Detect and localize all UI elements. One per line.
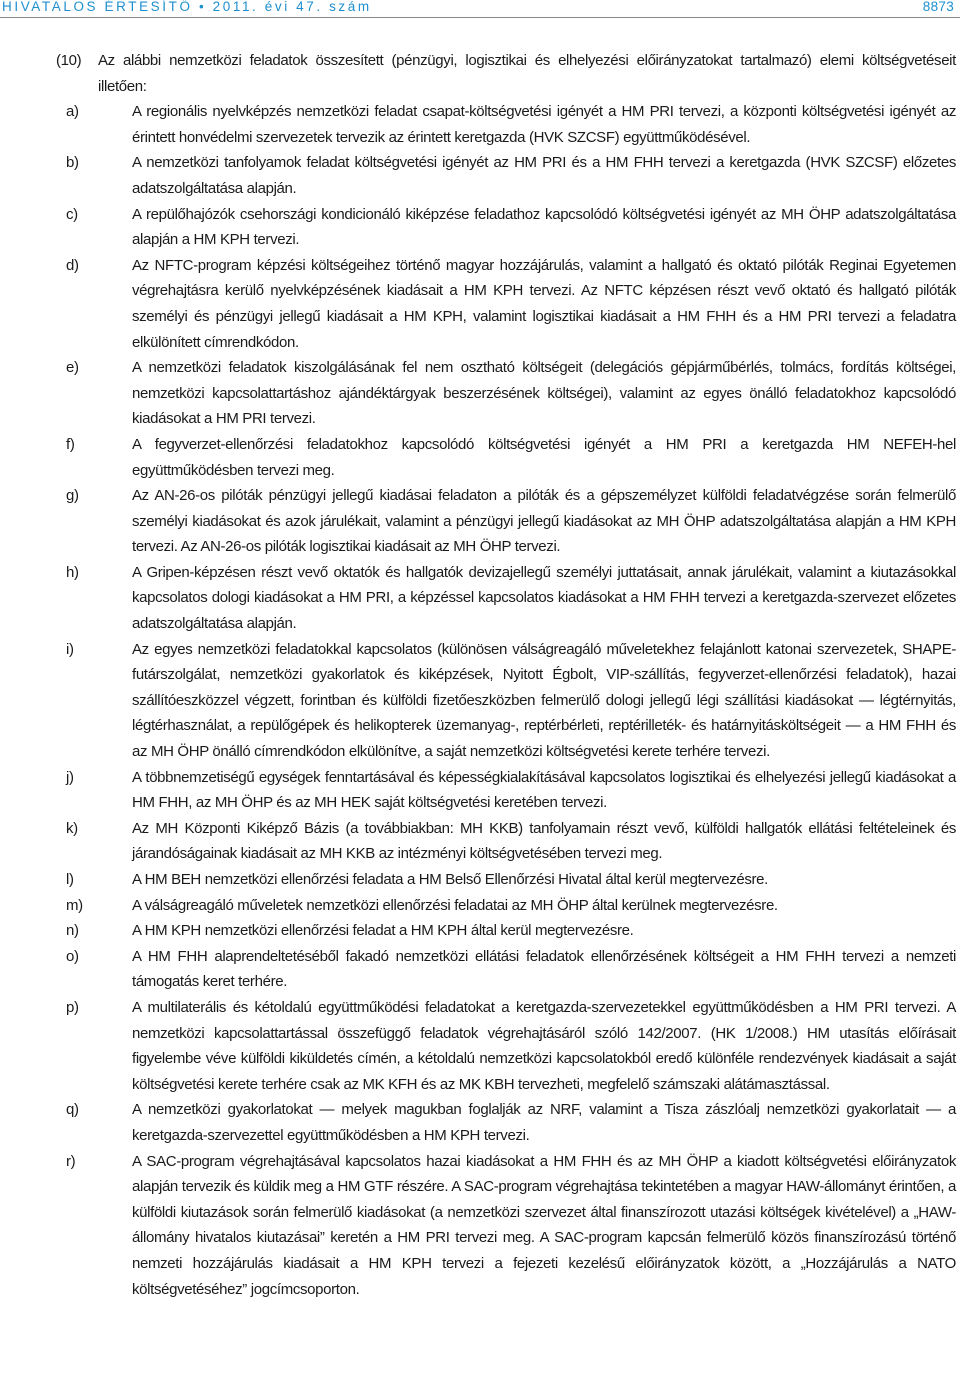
issue-label: • 2011. évi 47. szám — [198, 0, 372, 14]
list-item — [66, 867, 956, 893]
list-item — [66, 560, 956, 637]
item-text: A SAC-program végrehajtásával kapcsolatos hazai kiadásokat a HM FHH és az MH ÖHP a kiadott költségvetési előirányzatok alapján tervezik és küldik meg a HM GTF részére. A SAC-program végrehajtása tekintetében a magyar HAW-állományt érintően, a külföldi kiutazások során felmerülő kiadásokat (a nemzetközi szervezet által finanszírozott utazási költségek kivételével) a „HAW-állomány hivatalos kiutazásai” keretén a HM PRI tervezi meg. A SAC-program kapcsán felmerülő közös finanszírozású történő nemzeti hozzájárulás kiadásait a HM KPH tervezi a fejezeti kezelésű előirányzatok között, a „Hozzájárulás a NATO költségvetéséhez” jogcímcsoporton. — [132, 1152, 956, 1298]
item-label: m) — [66, 896, 83, 914]
list-item — [66, 483, 956, 560]
item-text: A nemzetközi tanfolyamok feladat költségvetési igényét az HM PRI és a HM FHH tervezi a keretgazda (HVK SZCSF) előzetes adatszolgáltatása alapján. — [132, 154, 956, 197]
list-item — [66, 765, 956, 816]
item-text: A repülőhajózók csehországi kondicionáló kiképzése feladathoz kapcsolódó költségvetési igényét az MH ÖHP adatszolgáltatása alapján a HM KPH tervezi. — [132, 205, 956, 249]
item-list — [56, 99, 956, 1302]
item-text: A fegyverzet-ellenőrzési feladatokhoz kapcsolódó költségvetési igényét a HM PRI a keretgazda HM NEFEH-hel együttműködésben tervezi meg. — [132, 435, 956, 479]
list-item — [66, 637, 956, 765]
item-label: n) — [66, 922, 79, 940]
publication-name: HIVATALOS ÉRTESÍTŐ — [2, 0, 193, 14]
item-label: e) — [66, 359, 79, 377]
item-text: A HM FHH alaprendeltetéséből fakadó nemzetközi ellátási feladatok ellenőrzésének költségeit a HM FHH tervezi a nemzeti támogatás keret terhére. — [132, 947, 956, 991]
item-label: o) — [66, 947, 79, 965]
item-text: A multilaterális és kétoldalú együttműködési feladatokat a keretgazda-szervezetekkel együttműködésben a HM PRI tervezi. A nemzetközi kapcsolattartással összefüggő feladatok végrehajtásáról szóló 142/2007. (HK 1/2008.) HM utasítás előírásait figyelembe véve külföldi kiküldetés címén, a kétoldalú nemzetközi kapcsolatokból eredő különféle rendezvények kiadásait a saját költségvetési kerete terhére csak az MK KFH és az MK KBH tervezheti, megfelelő számszaki alátámasztással. — [132, 998, 956, 1093]
item-label: a) — [66, 103, 79, 121]
item-label: q) — [66, 1101, 79, 1119]
item-text: A regionális nyelvképzés nemzetközi feladat csapat-költségvetési igényét a HM PRI tervezi, a központi költségvetési igényét az érintett honvédelmi szervezetek tervezik az érintett keretgazda (HVK SZCSF) együttműködésével. — [132, 103, 956, 146]
item-label: i) — [66, 640, 74, 658]
item-label: c) — [66, 205, 78, 223]
item-label: j) — [66, 768, 74, 786]
list-item — [66, 355, 956, 432]
page-header — [0, 0, 960, 18]
list-item — [66, 995, 956, 1097]
item-text: Az NFTC-program képzési költségeihez történő magyar hozzájárulás, valamint a hallgató és oktató pilóták Reginai Egyetemen végrehajtásra kerülő nyelvképzésének kiadásait a HM KPH tervezi. Az NFTC képzésen részt vevő oktató és hallgató pilóták személyi és pénzügyi jellegű kiadásait a HM KPH, valamint logisztikai kiadásait a HM FHH és a HM PRI tervezi a feladatra elkülönített címrendkódon. — [132, 256, 956, 351]
item-text: Az egyes nemzetközi feladatokkal kapcsolatos (különösen válságreagáló műveletekhez felajánlott katonai szervezetek, SHAPE-futárszolgálat, nemzetközi gyakorlatok és kiképzések, Nyitott Égbolt, VIP-szállítás, fegyverzet-ellenőrzési feladatok), hazai szállítóeszközzel végzett, forintban és külföldi fizetőeszközben felmerülő dologi jellegű légi szállítási kiadásokat — légtérnyitás, légtérhasználat, a repülőgépek és helikopterek üzemanyag-, reptérbérleti, reptérilleték- és határnyitásköltségeit — a HM FHH és az MH ÖHP önálló címrendkódon elkülönítve, a saját nemzetközi költségvetési kerete terhére tervezi. — [132, 640, 956, 761]
item-text: A HM KPH nemzetközi ellenőrzési feladat a HM KPH által kerül megtervezésre. — [132, 922, 634, 940]
item-label: l) — [66, 871, 74, 888]
item-label: b) — [66, 154, 79, 172]
list-item — [66, 1097, 956, 1148]
list-item — [66, 150, 956, 201]
document-body — [56, 48, 956, 1302]
section-intro-text: Az alábbi nemzetközi feladatok összesített (pénzügyi, logisztikai és elhelyezési előirányzatokat tartalmazó) elemi költségvetéseit illetően: — [98, 52, 956, 95]
item-label: d) — [66, 256, 79, 274]
list-item — [66, 432, 956, 483]
list-item — [66, 893, 956, 919]
item-text: A többnemzetiségű egységek fenntartásával és képességkialakításával kapcsolatos logisztikai és elhelyezési jellegű kiadásokat a HM FHH, az MH ÖHP és az MH HEK saját költségvetési keretében tervezi. — [132, 768, 956, 812]
item-label: r) — [66, 1152, 76, 1170]
item-text: A Gripen-képzésen részt vevő oktatók és hallgatók devizajellegű személyi juttatásait, annak járulékait, valamint a kiutazásokkal kapcsolatos dologi kiadásokat a HM PRI, a képzéssel kapcsolatos kiadásokat a HM FHH tervezi a keretgazda-szervezet előzetes adatszolgáltatása alapján. — [132, 563, 956, 633]
page-number: 8873 — [922, 0, 954, 14]
section-number: (10) — [56, 52, 82, 69]
item-label: h) — [66, 563, 79, 581]
item-text: A nemzetközi feladatok kiszolgálásának fel nem osztható költségeit (delegációs gépjárműbérlés, tolmács, fordítás költségei, nemzetközi kapcsolattartáshoz ajándéktárgyak beszerzésének költségei), valamint az egyes önálló feladatokhoz kapcsolódó kiadásokat a HM PRI tervezi. — [132, 359, 956, 428]
item-text: A HM BEH nemzetközi ellenőrzési feladata a HM Belső Ellenőrzési Hivatal által kerül megtervezésre. — [132, 871, 768, 888]
list-item — [66, 99, 956, 150]
publication-title — [2, 0, 372, 14]
section-intro — [56, 48, 956, 99]
item-label: f) — [66, 435, 75, 453]
list-item — [66, 1149, 956, 1303]
list-item — [66, 944, 956, 995]
item-text: Az AN-26-os pilóták pénzügyi jellegű kiadásai feladaton a pilóták és a gépszemélyzet külföldi feladatvégzése során felmerülő személyi kiadásokat és azok járulékait, valamint a pénzügyi jellegű kiadásokat az MH ÖHP adatszolgáltatása alapján a HM KPH tervezi. Az AN-26-os pilóták logisztikai kiadásait az MH ÖHP tervezi. — [132, 487, 956, 556]
item-label: g) — [66, 487, 79, 505]
item-text: A válságreagáló műveletek nemzetközi ellenőrzési feladatai az MH ÖHP által kerülnek megtervezésre. — [132, 896, 778, 914]
list-item — [66, 253, 956, 355]
list-item — [66, 202, 956, 253]
list-item — [66, 816, 956, 867]
list-item — [66, 918, 956, 944]
item-text: A nemzetközi gyakorlatokat — melyek magukban foglalják az NRF, valamint a Tisza zászlóalj nemzetközi gyakorlatait — a keretgazda-szervezettel együttműködésben a HM KPH tervezi. — [132, 1101, 956, 1144]
item-text: Az MH Központi Kiképző Bázis (a továbbiakban: MH KKB) tanfolyamain részt vevő, külföldi hallgatók ellátási feltételeinek és járandóságainak kiadásait az MH KKB az intézményi költségvetésében tervezi meg. — [132, 819, 956, 863]
item-label: p) — [66, 998, 79, 1016]
item-label: k) — [66, 819, 78, 837]
